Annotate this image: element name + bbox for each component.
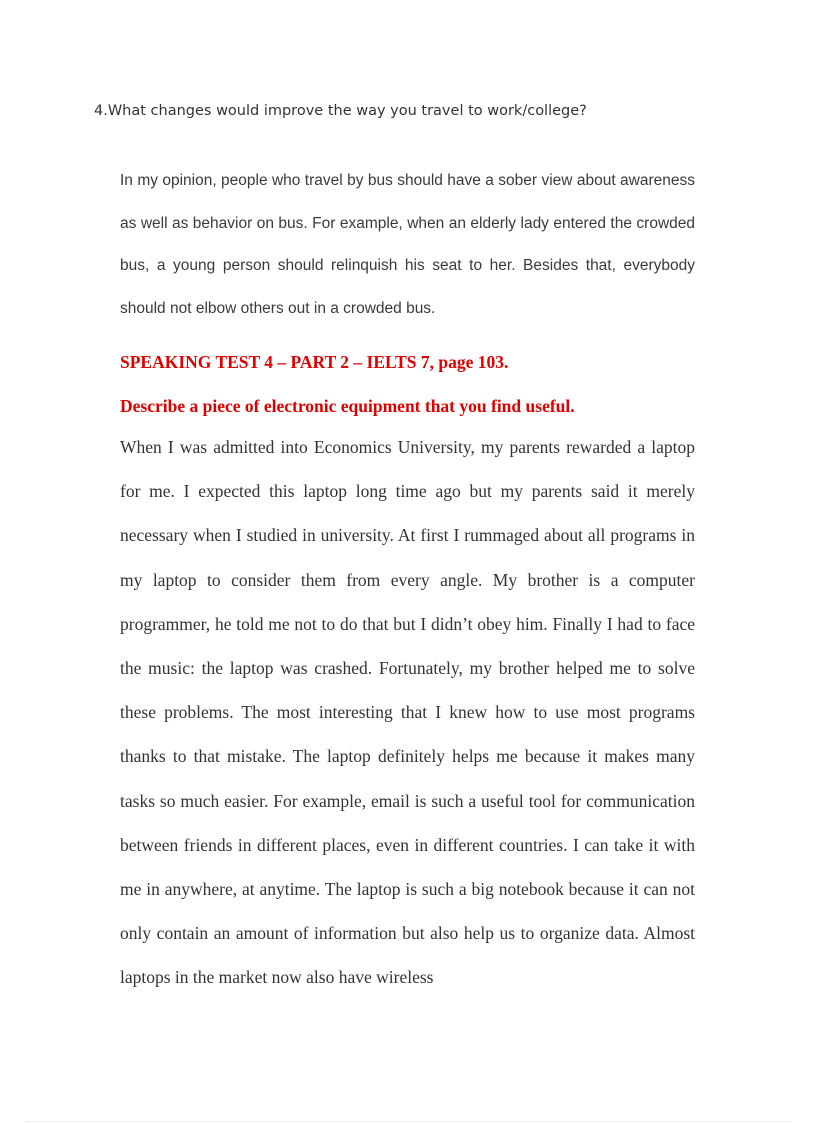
section-heading: SPEAKING TEST 4 – PART 2 – IELTS 7, page 103.: [120, 352, 509, 372]
question-text: 4.What changes would improve the way you travel to work/college?: [94, 103, 587, 119]
answer-paragraph-2: When I was admitted into Economics University, my parents rewarded a laptop for me. I expected this laptop long time ago but my parents said it merely necessary when I studied in university. At first I rummaged about all programs in my laptop to consider them from every angle. My brother is a computer programmer, he told me not to do that but I didn’t obey him. Finally I had to face the music: the laptop was crashed. Fortunately, my brother helped me to solve these problems. The most interesting that I knew how to use most programs thanks to that mistake. The laptop definitely helps me because it makes many tasks so much easier. For example, email is such a useful tool for communication between friends in different places, even in different countries. I can take it with me in anywhere, at anytime. The laptop is such a big notebook because it can not only contain an amount of information but also help us to organize data. Almost laptops in the market now also have wireless: [120, 437, 695, 988]
page-bottom-divider: [25, 1121, 791, 1122]
answer-paragraph-1: In my opinion, people who travel by bus should have a sober view about awareness as well as behavior on bus. For example, when an elderly lady entered the crowded bus, a young person should relinquish his seat to her. Besides that, everybody should not elbow others out in a crowded bus.: [120, 172, 695, 317]
topic-heading: Describe a piece of electronic equipment that you find useful.: [120, 396, 575, 416]
